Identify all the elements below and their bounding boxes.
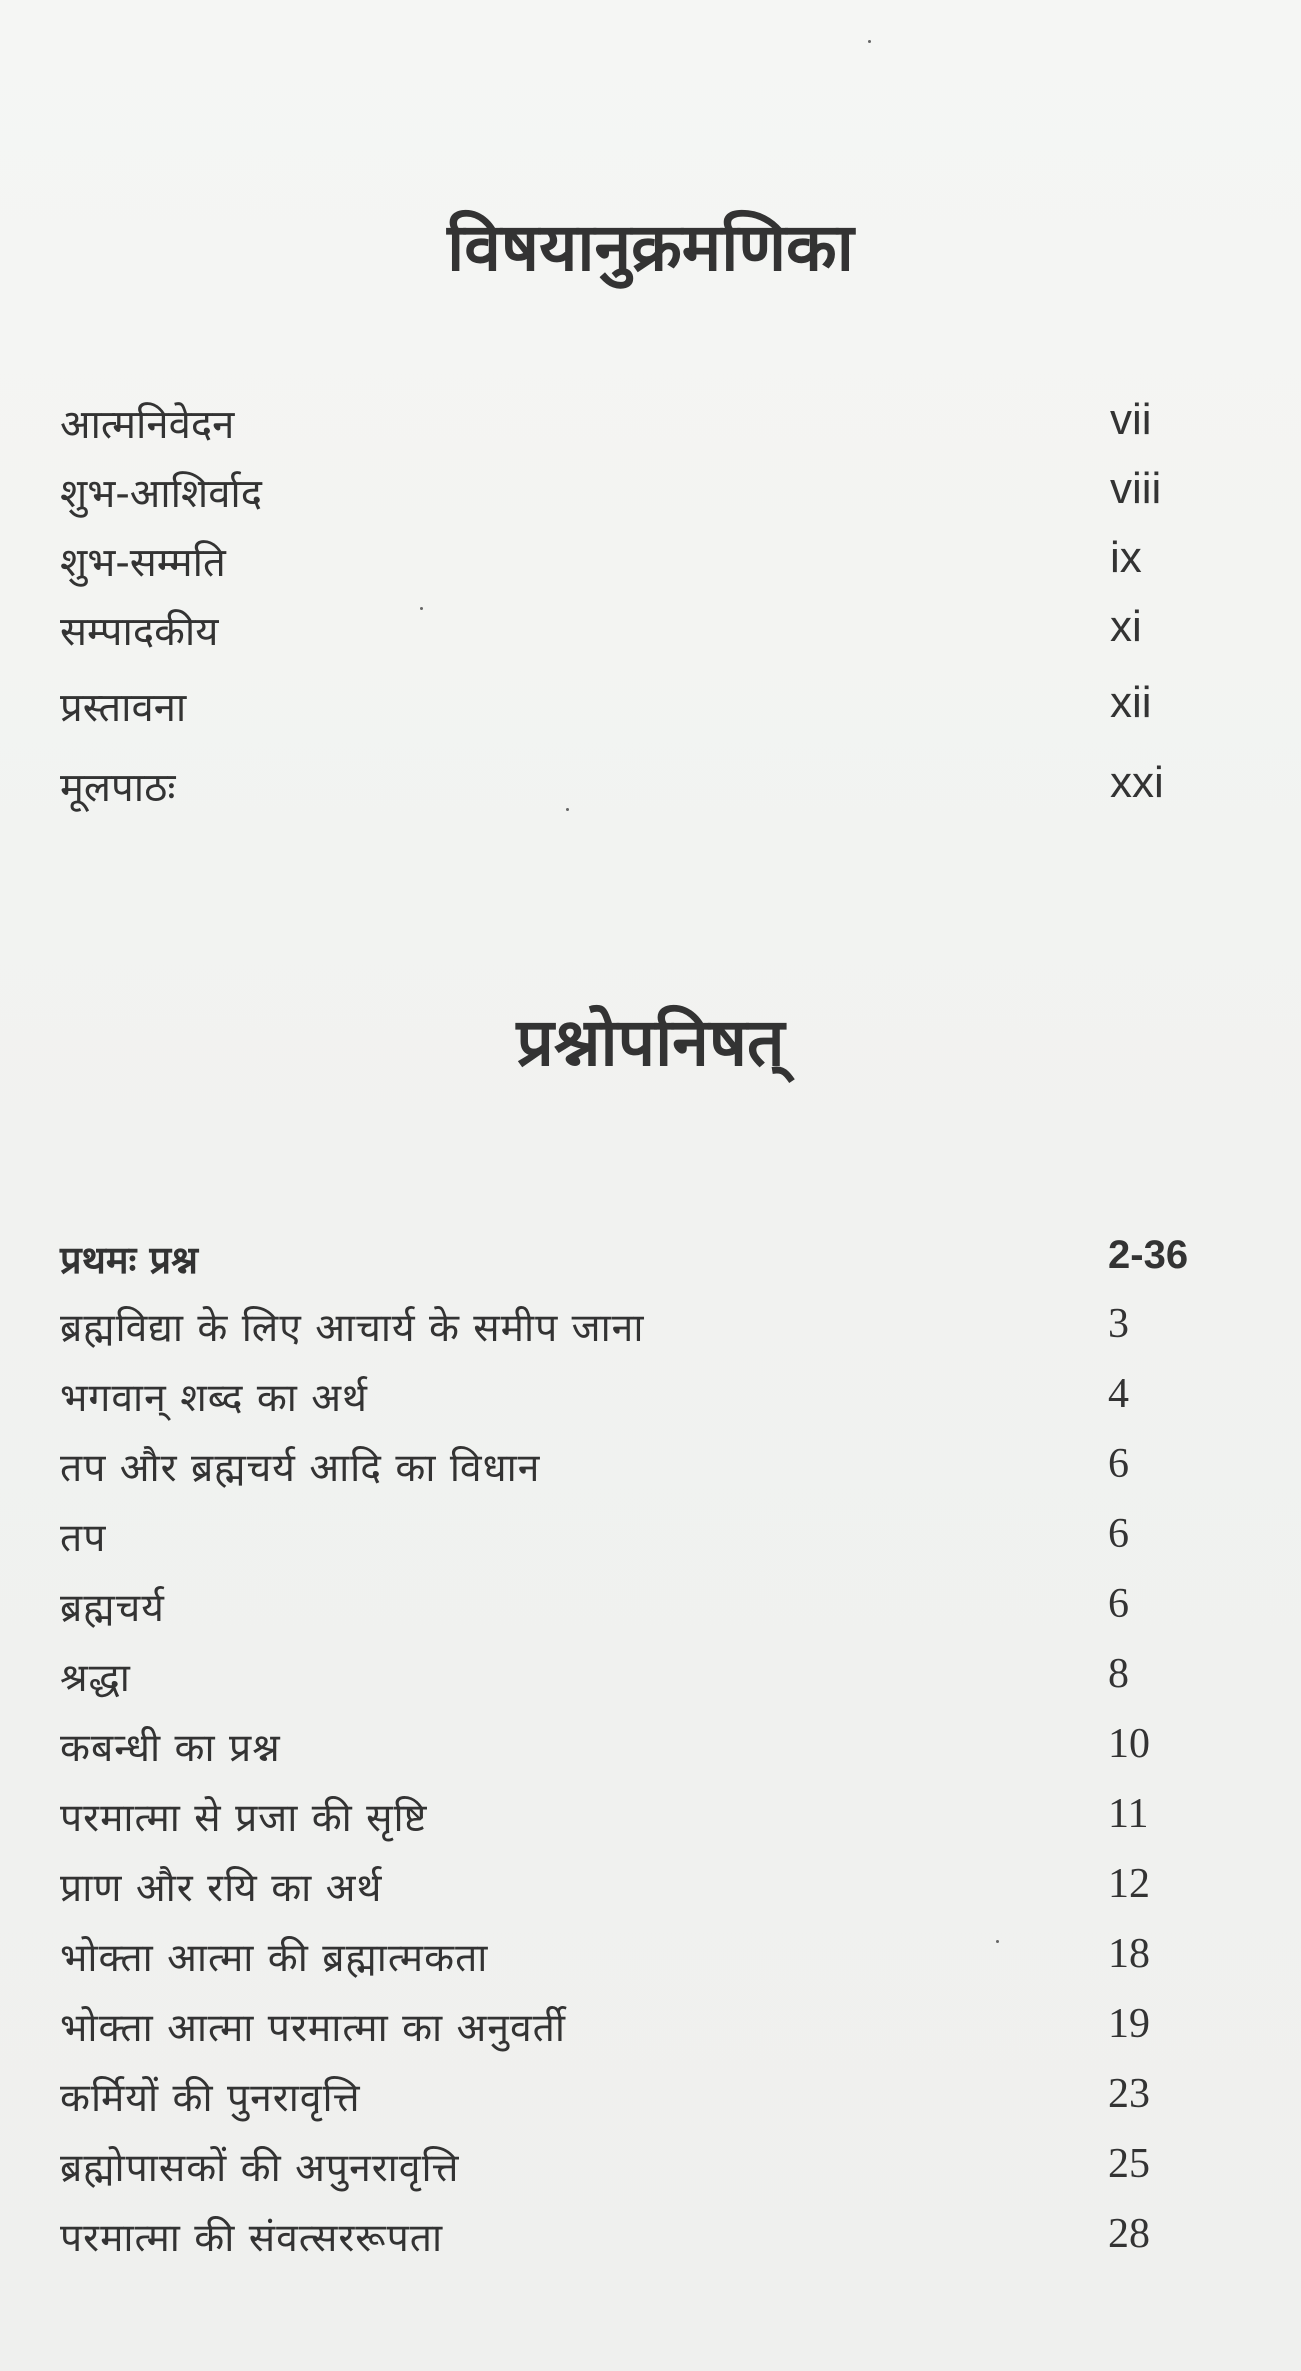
table-of-contents-title: विषयानुक्रमणिका (447, 209, 854, 286)
toc-row (60, 1370, 1200, 1430)
toc-row (60, 1580, 1200, 1640)
toc-entry-page: 11 (1108, 1791, 1149, 1837)
toc-row (60, 2070, 1200, 2130)
toc-row (60, 2210, 1200, 2270)
toc-entry-page: 12 (1108, 1861, 1150, 1907)
toc-entry-title: परमात्मा की संवत्सररूपता (60, 2216, 444, 2261)
toc-entry-page: 6 (1108, 1581, 1129, 1627)
toc-row (60, 464, 1200, 524)
toc-entry-page: xii (1110, 678, 1152, 727)
toc-entry-title: कर्मियों की पुनरावृत्ति (60, 2076, 361, 2121)
toc-entry-title: ब्रह्मविद्या के लिए आचार्य के समीप जाना (60, 1306, 645, 1351)
toc-entry-title: श्रद्धा (60, 1656, 131, 1701)
ink-speck (996, 1940, 999, 1943)
ink-speck (566, 808, 569, 811)
toc-row (60, 1440, 1200, 1500)
toc-entry-title: तप (60, 1516, 107, 1561)
toc-entry-page: 28 (1108, 2211, 1150, 2257)
toc-entry-title: शुभ-सम्मति (60, 540, 226, 586)
toc-entry-page: 8 (1108, 1651, 1129, 1697)
chapter-row (60, 1233, 1200, 1293)
toc-entry-page: 25 (1108, 2141, 1150, 2187)
ink-speck (868, 40, 871, 43)
toc-entry-page: vii (1110, 395, 1152, 444)
toc-row (60, 678, 1200, 738)
toc-entry-title: परमात्मा से प्रजा की सृष्टि (60, 1796, 428, 1841)
toc-row (60, 1930, 1200, 1990)
toc-entry-page: 4 (1108, 1371, 1129, 1417)
toc-entry-title: मूलपाठः (60, 765, 176, 811)
chapter-pages: 2-36 (1108, 1233, 1189, 1277)
toc-entry-title: तप और ब्रह्मचर्य आदि का विधान (60, 1446, 541, 1491)
section-title: प्रश्नोपनिषत् (516, 1004, 785, 1081)
toc-entry-page: 3 (1108, 1301, 1129, 1347)
ink-speck (420, 607, 423, 610)
toc-entry-page: 10 (1108, 1721, 1150, 1767)
toc-row (60, 533, 1200, 593)
toc-entry-title: ब्रह्मोपासकों की अपुनरावृत्ति (60, 2146, 460, 2191)
toc-entry-title: भोक्ता आत्मा की ब्रह्मात्मकता (60, 1936, 489, 1981)
toc-row (60, 758, 1200, 818)
toc-entry-title: शुभ-आशिर्वाद (60, 471, 263, 517)
toc-entry-title: प्राण और रयि का अर्थ (60, 1866, 383, 1911)
toc-row (60, 1510, 1200, 1570)
toc-row (60, 1300, 1200, 1360)
toc-row (60, 1790, 1200, 1850)
toc-entry-title: कबन्धी का प्रश्न (60, 1726, 281, 1771)
toc-entry-page: viii (1110, 464, 1162, 513)
toc-entry-title: सम्पादकीय (60, 609, 219, 655)
toc-entry-title: प्रस्तावना (60, 685, 187, 731)
toc-entry-page: 18 (1108, 1931, 1150, 1977)
toc-entry-page: 6 (1108, 1441, 1129, 1487)
toc-entry-page: xxi (1110, 758, 1164, 807)
toc-row (60, 395, 1200, 455)
toc-entry-page: 19 (1108, 2001, 1150, 2047)
toc-row (60, 1860, 1200, 1920)
toc-row (60, 2140, 1200, 2200)
toc-entry-page: ix (1110, 533, 1142, 582)
toc-entry-title: भगवान् शब्द का अर्थ (60, 1376, 368, 1421)
toc-entry-page: 23 (1108, 2071, 1150, 2117)
toc-row (60, 602, 1200, 662)
toc-entry-title: ब्रह्मचर्य (60, 1586, 165, 1631)
toc-entry-title: आत्मनिवेदन (60, 402, 235, 448)
toc-entry-page: xi (1110, 602, 1142, 651)
toc-entry-title: भोक्ता आत्मा परमात्मा का अनुवर्ती (60, 2006, 566, 2051)
toc-row (60, 1650, 1200, 1710)
toc-row (60, 1720, 1200, 1780)
toc-entry-page: 6 (1108, 1511, 1129, 1557)
chapter-title: प्रथमः प्रश्न (60, 1238, 199, 1282)
toc-row (60, 2000, 1200, 2060)
